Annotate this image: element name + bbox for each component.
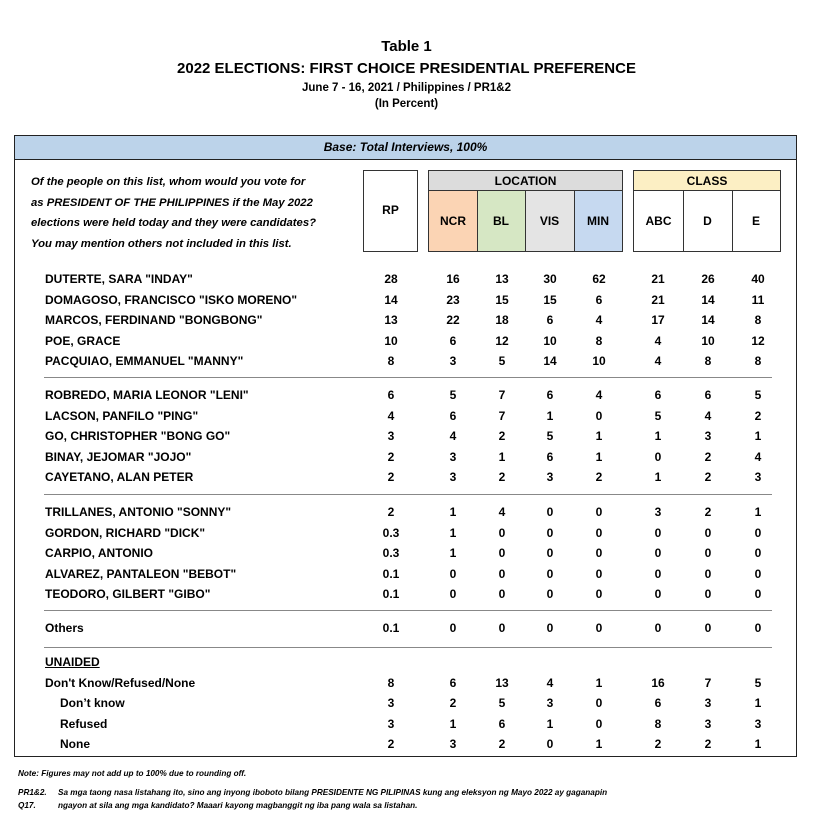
value-cell: 0 <box>654 546 662 560</box>
candidate-name: TEODORO, GILBERT "GIBO" <box>45 587 211 601</box>
value-cell: 6 <box>595 292 603 307</box>
value-cell: 3 <box>546 470 554 484</box>
value-cell: 14 <box>701 292 715 307</box>
value-cell: 3 <box>704 716 712 731</box>
value-cell: 8 <box>387 354 395 368</box>
value-cell: 0.1 <box>382 566 400 581</box>
value-cell: 1 <box>449 546 457 560</box>
candidate-name: MARCOS, FERDINAND "BONGBONG" <box>45 313 263 327</box>
value-cell: 0 <box>754 546 762 560</box>
value-cell: 4 <box>595 388 603 402</box>
value-cell: 22 <box>446 313 460 327</box>
table-row <box>0 447 813 467</box>
value-cell: 2 <box>387 449 395 464</box>
value-cell: 21 <box>651 272 665 286</box>
value-cell: 0 <box>595 566 603 581</box>
candidate-name: CAYETANO, ALAN PETER <box>45 470 194 484</box>
table-title: 2022 ELECTIONS: FIRST CHOICE PRESIDENTIAL PREFERENCE <box>177 60 636 77</box>
value-cell: 0 <box>704 621 712 635</box>
table-row <box>0 351 813 371</box>
table-row <box>0 618 813 638</box>
value-cell: 3 <box>704 696 712 710</box>
value-cell: 1 <box>449 505 457 519</box>
value-cell: 5 <box>498 354 506 368</box>
value-cell: 0 <box>704 525 712 540</box>
value-cell: 8 <box>387 675 395 690</box>
candidate-name: Refused <box>60 716 108 731</box>
candidate-name: Others <box>45 621 84 635</box>
table-row <box>0 734 813 754</box>
value-cell: 3 <box>449 354 457 368</box>
value-cell: 23 <box>446 292 460 307</box>
question-line: Of the people on this list, whom would you vote for <box>31 176 306 188</box>
value-cell: 7 <box>704 675 712 690</box>
value-cell: 2 <box>704 505 712 519</box>
value-cell: 1 <box>754 696 762 710</box>
value-cell: 3 <box>754 470 762 484</box>
candidate-name: POE, GRACE <box>45 333 121 348</box>
value-cell: 30 <box>543 272 557 286</box>
footnote-code: Q17. <box>18 801 36 810</box>
value-cell: 0 <box>754 525 762 540</box>
value-cell: 1 <box>498 449 506 464</box>
value-cell: 8 <box>595 333 603 348</box>
value-cell: 6 <box>387 388 395 402</box>
value-cell: 4 <box>387 408 395 423</box>
table-row <box>0 310 813 330</box>
value-cell: 6 <box>654 696 662 710</box>
table-row <box>0 467 813 487</box>
value-cell: 0 <box>498 525 506 540</box>
table-row <box>0 523 813 543</box>
candidate-name: CARPIO, ANTONIO <box>45 546 154 560</box>
table-row <box>0 543 813 563</box>
value-cell: 14 <box>384 292 398 307</box>
value-cell: 0 <box>754 566 762 581</box>
value-cell: 8 <box>654 716 662 731</box>
candidate-name: GORDON, RICHARD "DICK" <box>45 525 206 540</box>
value-cell: 2 <box>498 429 506 443</box>
value-cell: 1 <box>546 408 554 423</box>
value-cell: 5 <box>654 408 662 423</box>
value-cell: 21 <box>651 292 665 307</box>
value-cell: 2 <box>387 737 395 751</box>
value-cell: 0 <box>654 566 662 581</box>
value-cell: 6 <box>546 449 554 464</box>
table-row <box>0 673 813 693</box>
value-cell: 0 <box>595 546 603 560</box>
value-cell: 3 <box>546 696 554 710</box>
value-cell: 1 <box>449 716 457 731</box>
table-unit: (In Percent) <box>374 98 439 110</box>
d-header: D <box>703 214 712 228</box>
value-cell: 10 <box>592 354 606 368</box>
candidate-name: ROBREDO, MARIA LEONOR "LENI" <box>45 388 249 402</box>
value-cell: 6 <box>498 716 506 731</box>
min-header: MIN <box>587 214 609 228</box>
value-cell: 0 <box>595 505 603 519</box>
table-row <box>0 714 813 734</box>
table-row <box>0 385 813 405</box>
value-cell: 16 <box>446 272 460 286</box>
table-number: Table 1 <box>381 38 432 55</box>
value-cell: 6 <box>449 408 457 423</box>
value-cell: 1 <box>595 449 603 464</box>
value-cell: 13 <box>495 272 509 286</box>
value-cell: 0.1 <box>382 621 400 635</box>
value-cell: 2 <box>704 470 712 484</box>
value-cell: 4 <box>546 675 554 690</box>
value-cell: 62 <box>592 272 606 286</box>
rp-header: RP <box>382 203 399 217</box>
value-cell: 14 <box>543 354 557 368</box>
value-cell: 1 <box>754 737 762 751</box>
value-cell: 0 <box>546 621 554 635</box>
value-cell: 3 <box>387 696 395 710</box>
value-cell: 10 <box>543 333 557 348</box>
value-cell: 16 <box>651 675 665 690</box>
value-cell: 1 <box>654 429 662 443</box>
value-cell: 28 <box>384 272 398 286</box>
value-cell: 2 <box>595 470 603 484</box>
e-header: E <box>751 214 760 228</box>
value-cell: 15 <box>495 292 509 307</box>
value-cell: 0 <box>754 621 762 635</box>
value-cell: 0.3 <box>382 525 400 540</box>
value-cell: 12 <box>751 333 765 348</box>
value-cell: 3 <box>449 470 457 484</box>
group-separator <box>44 494 772 495</box>
candidate-name: Don't Know/Refused/None <box>45 675 196 690</box>
question-line: as PRESIDENT OF THE PHILIPPINES if the May 2022 <box>31 196 313 209</box>
value-cell: 0 <box>704 566 712 581</box>
value-cell: 0 <box>595 716 603 731</box>
table-subtitle: June 7 - 16, 2021 / Philippines / PR1&2 <box>302 82 511 94</box>
value-cell: 1 <box>595 429 603 443</box>
value-cell: 6 <box>546 313 554 327</box>
value-cell: 5 <box>754 388 762 402</box>
value-cell: 0 <box>654 449 662 464</box>
table-row <box>0 564 813 584</box>
value-cell: 5 <box>498 696 506 710</box>
value-cell: 0.1 <box>382 587 400 601</box>
value-cell: 2 <box>449 696 457 710</box>
value-cell: 10 <box>701 333 715 348</box>
value-cell: 1 <box>654 470 662 484</box>
question-line: You may mention others not included in this list. <box>31 237 292 250</box>
candidate-name: LACSON, PANFILO "PING" <box>45 408 199 423</box>
value-cell: 7 <box>498 408 506 423</box>
value-cell: 0 <box>498 587 506 601</box>
value-cell: 26 <box>701 272 715 286</box>
value-cell: 2 <box>498 737 506 751</box>
bl-header: BL <box>493 214 509 228</box>
table-row <box>0 584 813 604</box>
value-cell: 12 <box>495 333 509 348</box>
value-cell: 3 <box>654 505 662 519</box>
value-cell: 0 <box>546 505 554 519</box>
value-cell: 4 <box>595 313 603 327</box>
value-cell: 0 <box>654 525 662 540</box>
value-cell: 8 <box>754 313 762 327</box>
value-cell: 2 <box>654 737 662 751</box>
value-cell: 4 <box>654 354 662 368</box>
value-cell: 8 <box>754 354 762 368</box>
ncr-header: NCR <box>440 214 466 228</box>
value-cell: 3 <box>387 716 395 731</box>
candidate-name: UNAIDED <box>45 655 100 669</box>
value-cell: 1 <box>754 505 762 519</box>
value-cell: 0.3 <box>382 546 400 560</box>
value-cell: 13 <box>495 675 509 690</box>
value-cell: 5 <box>754 675 762 690</box>
question-text <box>31 172 356 254</box>
value-cell: 0 <box>546 587 554 601</box>
value-cell: 6 <box>449 675 457 690</box>
vis-header: VIS <box>539 214 560 228</box>
value-cell: 18 <box>495 313 509 327</box>
value-cell: 4 <box>654 333 662 348</box>
footnote-code: PR1&2. <box>18 788 47 797</box>
value-cell: 1 <box>754 429 762 443</box>
value-cell: 1 <box>595 675 603 690</box>
value-cell: 6 <box>546 388 554 402</box>
value-cell: 3 <box>754 716 762 731</box>
candidate-name: DUTERTE, SARA "INDAY" <box>45 272 193 286</box>
value-cell: 0 <box>449 566 457 581</box>
value-cell: 0 <box>595 696 603 710</box>
value-cell: 0 <box>595 621 603 635</box>
value-cell: 0 <box>546 566 554 581</box>
candidate-name: PACQUIAO, EMMANUEL "MANNY" <box>45 354 244 368</box>
value-cell: 4 <box>498 505 506 519</box>
value-cell: 0 <box>595 587 603 601</box>
candidate-name: GO, CHRISTOPHER "BONG GO" <box>45 429 231 443</box>
table-row <box>0 331 813 351</box>
value-cell: 2 <box>498 470 506 484</box>
value-cell: 2 <box>754 408 762 423</box>
value-cell: 3 <box>387 429 395 443</box>
value-cell: 0 <box>498 546 506 560</box>
footnote-text: ngayon at sila ang mga kandidato? Maaari kayong magbanggit ng iba pang wala sa listahan. <box>58 801 418 810</box>
value-cell: 3 <box>449 449 457 464</box>
value-cell: 2 <box>387 470 395 484</box>
value-cell: 2 <box>387 505 395 519</box>
candidate-name: None <box>60 737 90 751</box>
value-cell: 0 <box>498 621 506 635</box>
value-cell: 0 <box>654 587 662 601</box>
table-row <box>0 693 813 713</box>
candidate-name: ALVAREZ, PANTALEON "BEBOT" <box>45 566 237 581</box>
value-cell: 6 <box>654 388 662 402</box>
footnote-note: Note: Figures may not add up to 100% due to rounding off. <box>18 769 247 778</box>
group-separator <box>44 647 772 648</box>
value-cell: 0 <box>704 587 712 601</box>
value-cell: 0 <box>546 737 554 751</box>
value-cell: 2 <box>704 737 712 751</box>
value-cell: 0 <box>754 587 762 601</box>
candidate-name: DOMAGOSO, FRANCISCO "ISKO MORENO" <box>45 292 298 307</box>
value-cell: 6 <box>449 333 457 348</box>
value-cell: 0 <box>546 525 554 540</box>
value-cell: 0 <box>595 408 603 423</box>
table-row <box>0 406 813 426</box>
candidate-name: TRILLANES, ANTONIO "SONNY" <box>45 505 232 519</box>
question-line: elections were held today and they were candidates? <box>31 217 317 229</box>
value-cell: 1 <box>546 716 554 731</box>
class-group-label: CLASS <box>686 174 728 188</box>
value-cell: 4 <box>754 449 762 464</box>
value-cell: 5 <box>546 429 554 443</box>
value-cell: 11 <box>751 292 765 307</box>
group-separator <box>44 610 772 611</box>
abc-header: ABC <box>645 214 672 228</box>
value-cell: 8 <box>704 354 712 368</box>
value-cell: 0 <box>654 621 662 635</box>
value-cell: 0 <box>449 587 457 601</box>
footnote-text: Sa mga taong nasa listahang ito, sino ang inyong iboboto bilang PRESIDENTE NG PILIPINAS kung ang eleksyon ng Mayo 2022 ay gaganapin <box>58 788 608 797</box>
value-cell: 13 <box>384 313 398 327</box>
value-cell: 1 <box>449 525 457 540</box>
value-cell: 14 <box>701 313 715 327</box>
value-cell: 0 <box>498 566 506 581</box>
value-cell: 0 <box>704 546 712 560</box>
table-row <box>0 502 813 522</box>
value-cell: 3 <box>704 429 712 443</box>
candidate-name: BINAY, JEJOMAR "JOJO" <box>45 449 192 464</box>
value-cell: 0 <box>449 621 457 635</box>
value-cell: 5 <box>449 388 457 402</box>
value-cell: 3 <box>449 737 457 751</box>
value-cell: 15 <box>543 292 557 307</box>
table-row <box>0 290 813 310</box>
base-band: Base: Total Interviews, 100% <box>14 135 797 160</box>
table-row <box>0 652 813 672</box>
location-group-label: LOCATION <box>494 174 557 188</box>
value-cell: 0 <box>595 525 603 540</box>
value-cell: 40 <box>751 272 765 286</box>
candidate-name: Don’t know <box>60 696 125 710</box>
value-cell: 6 <box>704 388 712 402</box>
value-cell: 17 <box>651 313 665 327</box>
table-row <box>0 426 813 446</box>
table-row <box>0 269 813 289</box>
value-cell: 10 <box>384 333 398 348</box>
value-cell: 0 <box>546 546 554 560</box>
value-cell: 4 <box>449 429 457 443</box>
group-separator <box>44 377 772 378</box>
value-cell: 4 <box>704 408 712 423</box>
value-cell: 7 <box>498 388 506 402</box>
value-cell: 1 <box>595 737 603 751</box>
value-cell: 2 <box>704 449 712 464</box>
